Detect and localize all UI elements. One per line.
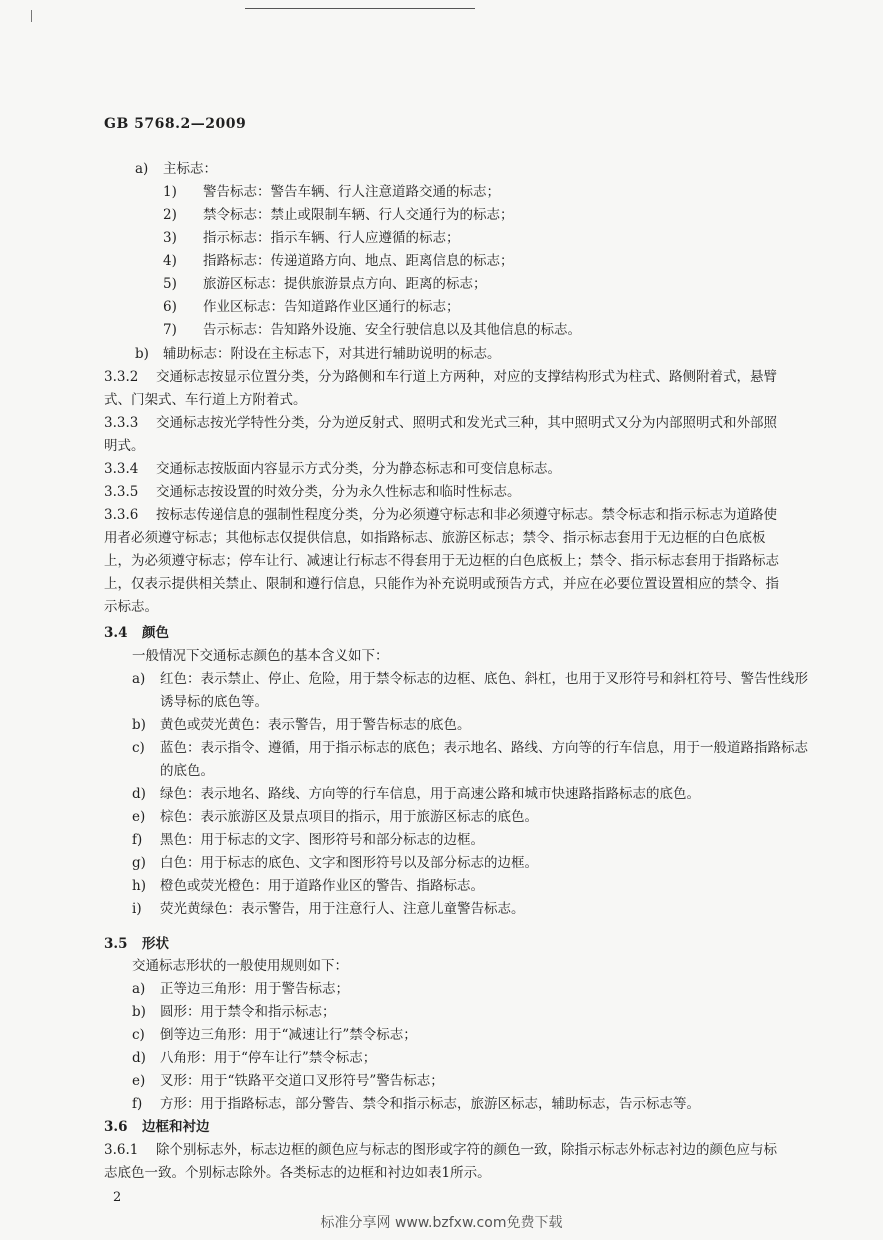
clause-number: 3.3.2 xyxy=(104,369,139,385)
item-text: 指路标志：传递道路方向、地点、距离信息的标志； xyxy=(203,253,514,269)
clause-number: 3.3.3 xyxy=(104,415,139,431)
clause-3-3-2 xyxy=(104,366,786,412)
section-3-6-heading xyxy=(104,1116,210,1139)
item-text: 辅助标志：附设在主标志下，对其进行辅助说明的标志。 xyxy=(163,346,501,362)
item-text: 黄色或荧光黄色：表示警告，用于警告标志的底色。 xyxy=(160,717,471,733)
item-label: 7) xyxy=(163,322,177,338)
clause-3-6-1 xyxy=(104,1139,786,1185)
list-item xyxy=(163,273,803,296)
list-item xyxy=(132,1001,816,1024)
item-label: g) xyxy=(132,855,146,871)
item-text: 白色：用于标志的底色、文字和图形符号以及部分标志的边框。 xyxy=(160,855,538,871)
item-label: a) xyxy=(135,161,149,177)
item-label: b) xyxy=(135,346,149,362)
item-text: 禁令标志：禁止或限制车辆、行人交通行为的标志； xyxy=(203,207,514,223)
list-item xyxy=(132,1047,816,1070)
item-label: 3) xyxy=(163,230,177,246)
header-rule xyxy=(245,8,475,9)
clause-text: 按标志传递信息的强制性程度分类，分为必须遵守标志和非必须遵守标志。禁令标志和指示标志为道路使用者必须遵守标志；其他标志仅提供信息，如指路标志、旅游区标志；禁令、指示标志套用于无边框的白色底板上，为必须遵守标志；停车让行、减速让行标志不得套用于无边框的白色底板上；禁令、指示标志套用于指路标志上，仅表示提供相关禁止、限制和遵行信息，只能作为补充说明或预告方式，并应在必要位置设置相应的禁令、指示标志。 xyxy=(104,507,779,615)
item-label: a) xyxy=(132,671,146,687)
section-number: 3.4 xyxy=(104,625,128,641)
clause-3-3-5 xyxy=(104,481,521,504)
item-text: 叉形：用于“铁路平交道口叉形符号”警告标志； xyxy=(160,1073,444,1089)
item-label: f) xyxy=(132,1096,143,1112)
page-number: 2 xyxy=(113,1190,122,1205)
item-label: 1) xyxy=(163,184,177,200)
list-item xyxy=(132,898,816,921)
item-text: 警告标志：警告车辆、行人注意道路交通的标志； xyxy=(203,184,500,200)
item-text: 黑色：用于标志的文字、图形符号和部分标志的边框。 xyxy=(160,832,484,848)
item-text: 主标志： xyxy=(163,161,217,177)
section-number: 3.5 xyxy=(104,936,128,952)
item-label: 2) xyxy=(163,207,177,223)
list-item xyxy=(132,714,816,737)
list-item xyxy=(132,1024,816,1047)
item-text: 棕色：表示旅游区及景点项目的指示，用于旅游区标志的底色。 xyxy=(160,809,538,825)
item-label: 6) xyxy=(163,299,177,315)
clause-number: 3.3.4 xyxy=(104,461,139,477)
item-label: c) xyxy=(132,1027,145,1043)
list-item-a xyxy=(135,158,217,181)
item-text: 圆形：用于禁令和指示标志； xyxy=(160,1004,336,1020)
item-label: h) xyxy=(132,878,146,894)
section-title: 颜色 xyxy=(142,625,169,641)
section-title: 形状 xyxy=(142,936,169,952)
list-item xyxy=(163,296,803,319)
clause-number: 3.6.1 xyxy=(104,1142,139,1158)
item-label: 5) xyxy=(163,276,177,292)
item-text: 倒等边三角形：用于“减速让行”禁令标志； xyxy=(160,1027,417,1043)
list-item-b xyxy=(135,343,501,366)
list-item xyxy=(163,319,803,342)
item-text: 方形：用于指路标志，部分警告、禁令和指示标志，旅游区标志，辅助标志，告示标志等。 xyxy=(160,1096,700,1112)
item-text: 绿色：表示地名、路线、方向等的行车信息，用于高速公路和城市快速路指路标志的底色。 xyxy=(160,786,700,802)
clause-3-3-6 xyxy=(104,504,786,619)
list-item xyxy=(132,668,816,714)
section-number: 3.6 xyxy=(104,1119,128,1135)
clause-number: 3.3.5 xyxy=(104,484,139,500)
item-label: d) xyxy=(132,786,146,802)
item-label: b) xyxy=(132,1004,146,1020)
list-item xyxy=(132,806,816,829)
item-label: e) xyxy=(132,809,146,825)
section-3-5-heading xyxy=(104,933,169,956)
item-text: 正等边三角形：用于警告标志； xyxy=(160,981,349,997)
clause-text: 交通标志按光学特性分类，分为逆反射式、照明式和发光式三种，其中照明式又分为内部照明式和外部照明式。 xyxy=(104,415,777,454)
item-label: 4) xyxy=(163,253,177,269)
list-item xyxy=(132,737,816,783)
clause-3-3-4 xyxy=(104,458,561,481)
scan-mark xyxy=(31,10,32,22)
item-label: a) xyxy=(132,981,146,997)
item-text: 指示标志：指示车辆、行人应遵循的标志； xyxy=(203,230,460,246)
clause-3-3-3 xyxy=(104,412,786,458)
document-code: GB 5768.2—2009 xyxy=(104,116,247,132)
item-label: d) xyxy=(132,1050,146,1066)
item-text: 旅游区标志：提供旅游景点方向、距离的标志； xyxy=(203,276,487,292)
item-label: e) xyxy=(132,1073,146,1089)
clause-text: 交通标志按版面内容显示方式分类，分为静态标志和可变信息标志。 xyxy=(156,461,561,477)
list-item xyxy=(132,829,816,852)
list-item xyxy=(132,1093,816,1116)
list-item xyxy=(132,978,816,1001)
clause-text: 交通标志按设置的时效分类，分为永久性标志和临时性标志。 xyxy=(156,484,521,500)
list-item xyxy=(163,204,803,227)
section-3-5-intro: 交通标志形状的一般使用规则如下： xyxy=(132,958,348,974)
clause-text: 交通标志按显示位置分类，分为路侧和车行道上方两种，对应的支撑结构形式为柱式、路侧附着式，悬臂式、门架式、车行道上方附着式。 xyxy=(104,369,777,408)
list-item xyxy=(163,181,803,204)
item-label: c) xyxy=(132,740,145,756)
clause-text: 除个别标志外，标志边框的颜色应与标志的图形或字符的颜色一致，除指示标志外标志衬边的颜色应与标志底色一致。个别标志除外。各类标志的边框和衬边如表1所示。 xyxy=(104,1142,777,1181)
site-footer: 标准分享网 www.bzfxw.com免费下载 xyxy=(320,1215,563,1231)
section-3-4-heading xyxy=(104,622,169,645)
list-item xyxy=(132,783,816,806)
item-text: 荧光黄绿色：表示警告，用于注意行人、注意儿童警告标志。 xyxy=(160,901,525,917)
item-text: 蓝色：表示指令、遵循，用于指示标志的底色；表示地名、路线、方向等的行车信息，用于一般道路指路标志的底色。 xyxy=(160,740,808,779)
item-text: 八角形：用于“停车让行”禁令标志； xyxy=(160,1050,377,1066)
item-text: 红色：表示禁止、停止、危险，用于禁令标志的边框、底色、斜杠，也用于叉形符号和斜杠符号、警告性线形诱导标的底色等。 xyxy=(160,671,808,710)
list-item xyxy=(132,1070,816,1093)
item-label: f) xyxy=(132,832,143,848)
item-text: 告示标志：告知路外设施、安全行驶信息以及其他信息的标志。 xyxy=(203,322,581,338)
item-text: 橙色或荧光橙色：用于道路作业区的警告、指路标志。 xyxy=(160,878,484,894)
section-3-4-intro: 一般情况下交通标志颜色的基本含义如下： xyxy=(132,648,389,664)
item-text: 作业区标志：告知道路作业区通行的标志； xyxy=(203,299,460,315)
list-item xyxy=(132,875,816,898)
section-title: 边框和衬边 xyxy=(142,1119,210,1135)
item-label: i) xyxy=(132,901,142,917)
list-item xyxy=(163,250,803,273)
clause-number: 3.3.6 xyxy=(104,507,139,523)
list-item xyxy=(163,227,803,250)
list-item xyxy=(132,852,816,875)
item-label: b) xyxy=(132,717,146,733)
